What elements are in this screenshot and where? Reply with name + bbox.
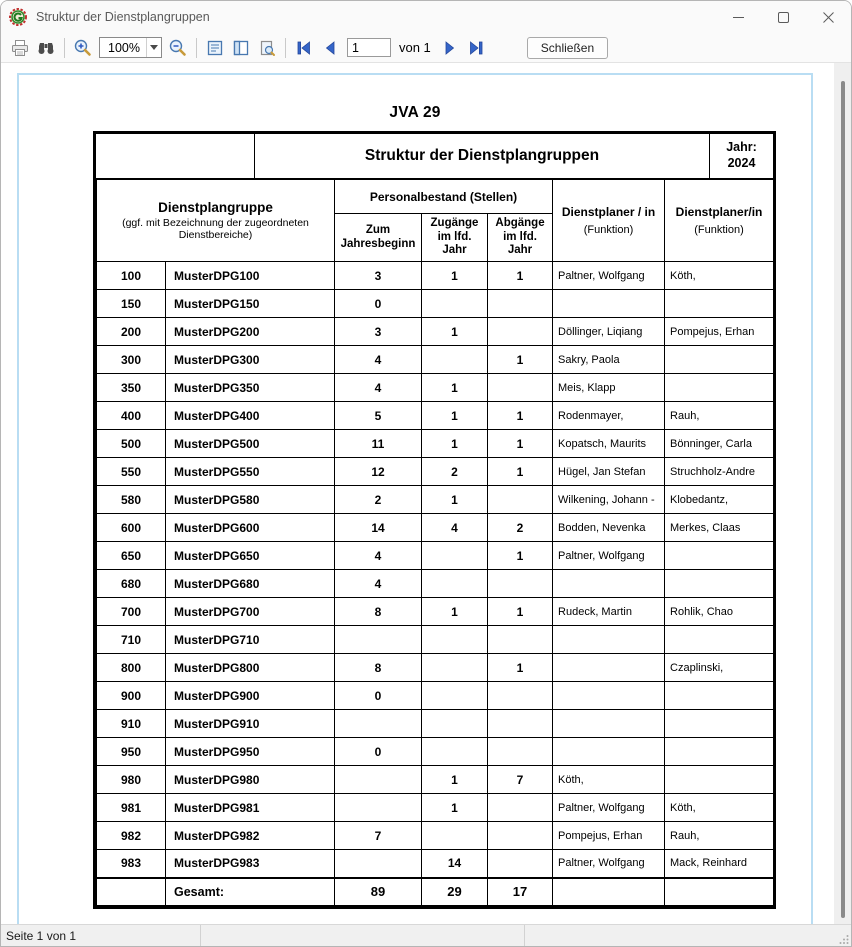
cell-planner2 <box>665 710 774 738</box>
table-row <box>97 290 774 318</box>
page-setup-icon[interactable] <box>255 36 279 60</box>
cell-begin <box>335 710 422 738</box>
statusbar-section <box>201 925 525 946</box>
table-title-row <box>96 134 773 179</box>
total-departures: 17 <box>488 878 553 906</box>
cell-additions: 1 <box>422 262 488 290</box>
toolbar-separator <box>196 38 197 58</box>
cell-departures <box>488 682 553 710</box>
cell-planner2 <box>665 766 774 794</box>
cell-additions: 1 <box>422 318 488 346</box>
cell-begin: 3 <box>335 262 422 290</box>
cell-code: 150 <box>97 290 166 318</box>
cell-planner2 <box>665 542 774 570</box>
cell-planner1 <box>553 654 665 682</box>
cell-name: MusterDPG981 <box>166 794 335 822</box>
find-binoculars-icon[interactable] <box>34 36 58 60</box>
report-page <box>17 73 813 924</box>
table-row <box>97 738 774 766</box>
cell-code: 650 <box>97 542 166 570</box>
cell-code: 600 <box>97 514 166 542</box>
next-page-icon[interactable] <box>438 36 462 60</box>
cell-planner2: Rauh, <box>665 822 774 850</box>
table-row <box>97 430 774 458</box>
table-head <box>97 180 774 262</box>
statusbar-page-info: Seite 1 von 1 <box>1 925 201 946</box>
cell-departures <box>488 318 553 346</box>
table-row <box>97 374 774 402</box>
planner2-sub: (Funktion) <box>694 224 744 236</box>
cell-planner2: Rohlik, Chao <box>665 598 774 626</box>
cell-name: MusterDPG900 <box>166 682 335 710</box>
page-count-label: von 1 <box>398 40 431 55</box>
cell-name: MusterDPG400 <box>166 402 335 430</box>
cell-additions <box>422 738 488 766</box>
col-header-personalbestand: Personalbestand (Stellen) <box>335 180 553 214</box>
cell-planner2: Pompejus, Erhan <box>665 318 774 346</box>
cell-planner1: Rodenmayer, <box>553 402 665 430</box>
cell-planner1: Köth, <box>553 766 665 794</box>
resize-grip-icon[interactable] <box>839 934 849 944</box>
cell-begin <box>335 626 422 654</box>
close-icon[interactable] <box>806 1 851 33</box>
cell-departures <box>488 850 553 878</box>
table-row <box>97 458 774 486</box>
cell-begin: 4 <box>335 542 422 570</box>
table-row <box>97 346 774 374</box>
two-page-view-icon[interactable] <box>229 36 253 60</box>
cell-additions <box>422 542 488 570</box>
cell-planner2: Köth, <box>665 794 774 822</box>
cell-name: MusterDPG800 <box>166 654 335 682</box>
cell-code: 200 <box>97 318 166 346</box>
cell-name: MusterDPG950 <box>166 738 335 766</box>
cell-name: MusterDPG300 <box>166 346 335 374</box>
cell-begin: 8 <box>335 598 422 626</box>
cell-additions: 1 <box>422 766 488 794</box>
cell-departures: 7 <box>488 766 553 794</box>
cell-begin: 7 <box>335 822 422 850</box>
cell-additions: 14 <box>422 850 488 878</box>
zoom-out-icon[interactable] <box>166 36 190 60</box>
cell-additions: 1 <box>422 598 488 626</box>
vertical-scrollbar[interactable] <box>834 63 851 924</box>
total-begin: 89 <box>335 878 422 906</box>
statusbar <box>1 924 851 946</box>
cell-additions: 1 <box>422 374 488 402</box>
cell-additions <box>422 346 488 374</box>
cell-planner2 <box>665 346 774 374</box>
group-header-sub: (ggf. mit Bezeichnung der zugeordneten Dienstbereiche) <box>122 217 309 241</box>
cell-name: MusterDPG982 <box>166 822 335 850</box>
col-header-begin: Zum Jahresbeginn <box>335 214 422 262</box>
app-logo-icon <box>9 8 27 26</box>
col-header-additions: Zugänge im lfd. Jahr <box>422 214 488 262</box>
total-row <box>97 878 774 906</box>
toolbar <box>1 33 851 63</box>
cell-code: 300 <box>97 346 166 374</box>
cell-additions: 1 <box>422 486 488 514</box>
cell-code: 500 <box>97 430 166 458</box>
table-row <box>97 514 774 542</box>
cell-planner1: Kopatsch, Maurits <box>553 430 665 458</box>
cell-planner2 <box>665 374 774 402</box>
cell-planner2: Köth, <box>665 262 774 290</box>
cell-begin: 4 <box>335 374 422 402</box>
cell-departures: 1 <box>488 346 553 374</box>
cell-code: 981 <box>97 794 166 822</box>
cell-begin <box>335 850 422 878</box>
table-foot <box>97 878 774 906</box>
table-row <box>97 822 774 850</box>
cell-planner2: Struchholz-Andre <box>665 458 774 486</box>
cell-begin: 11 <box>335 430 422 458</box>
page-number-input[interactable] <box>347 38 391 57</box>
cell-begin: 5 <box>335 402 422 430</box>
cell-departures <box>488 486 553 514</box>
table-row <box>97 682 774 710</box>
cell-begin: 0 <box>335 738 422 766</box>
table-row <box>97 794 774 822</box>
cell-additions: 2 <box>422 458 488 486</box>
cell-code: 400 <box>97 402 166 430</box>
cell-planner2 <box>665 570 774 598</box>
title-blank-cell <box>96 134 255 178</box>
table-row <box>97 710 774 738</box>
cell-additions: 1 <box>422 402 488 430</box>
table-row <box>97 626 774 654</box>
cell-name: MusterDPG910 <box>166 710 335 738</box>
cell-name: MusterDPG600 <box>166 514 335 542</box>
cell-planner1: Meis, Klapp <box>553 374 665 402</box>
cell-additions <box>422 654 488 682</box>
zoom-in-icon[interactable] <box>71 36 95 60</box>
cell-planner1: Paltner, Wolfgang <box>553 542 665 570</box>
cell-begin: 12 <box>335 458 422 486</box>
cell-begin: 4 <box>335 346 422 374</box>
minimize-icon[interactable] <box>716 1 761 33</box>
cell-additions: 4 <box>422 514 488 542</box>
cell-departures <box>488 822 553 850</box>
table-row <box>97 598 774 626</box>
cell-planner1: Pompejus, Erhan <box>553 822 665 850</box>
cell-departures: 1 <box>488 262 553 290</box>
report-table <box>96 179 774 906</box>
total-planner2-cell <box>665 878 774 906</box>
cell-planner1 <box>553 626 665 654</box>
cell-planner1: Paltner, Wolfgang <box>553 262 665 290</box>
cell-planner2: Czaplinski, <box>665 654 774 682</box>
total-planner1-cell <box>553 878 665 906</box>
cell-name: MusterDPG200 <box>166 318 335 346</box>
planner1-label: Dienstplaner / in <box>561 205 656 219</box>
cell-planner1 <box>553 682 665 710</box>
cell-planner2: Klobedantz, <box>665 486 774 514</box>
report-table-frame <box>93 131 776 909</box>
cell-name: MusterDPG350 <box>166 374 335 402</box>
cell-name: MusterDPG500 <box>166 430 335 458</box>
cell-departures: 1 <box>488 654 553 682</box>
cell-planner1 <box>553 710 665 738</box>
cell-planner2 <box>665 682 774 710</box>
cell-planner1: Bodden, Nevenka <box>553 514 665 542</box>
cell-departures <box>488 374 553 402</box>
cell-departures: 1 <box>488 598 553 626</box>
col-header-planner2 <box>665 180 774 262</box>
chevron-down-icon[interactable] <box>146 38 161 57</box>
scrollbar-thumb[interactable] <box>841 81 845 918</box>
maximize-icon[interactable] <box>761 1 806 33</box>
table-row <box>97 766 774 794</box>
cell-departures <box>488 290 553 318</box>
prev-page-icon[interactable] <box>318 36 342 60</box>
cell-name: MusterDPG580 <box>166 486 335 514</box>
cell-departures: 1 <box>488 402 553 430</box>
cell-code: 900 <box>97 682 166 710</box>
cell-additions: 1 <box>422 430 488 458</box>
cell-code: 350 <box>97 374 166 402</box>
cell-name: MusterDPG980 <box>166 766 335 794</box>
first-page-icon[interactable] <box>292 36 316 60</box>
cell-begin: 0 <box>335 290 422 318</box>
table-row <box>97 570 774 598</box>
cell-begin: 3 <box>335 318 422 346</box>
cell-departures: 1 <box>488 458 553 486</box>
cell-begin: 2 <box>335 486 422 514</box>
planner1-sub: (Funktion) <box>583 224 634 236</box>
cell-planner1: Hügel, Jan Stefan <box>553 458 665 486</box>
cell-additions <box>422 570 488 598</box>
cell-departures <box>488 794 553 822</box>
table-title: Struktur der Dienstplangruppen <box>255 134 710 178</box>
cell-name: MusterDPG700 <box>166 598 335 626</box>
total-additions: 29 <box>422 878 488 906</box>
window-title: Struktur der Dienstplangruppen <box>36 10 210 24</box>
table-row <box>97 318 774 346</box>
cell-planner1: Rudeck, Martin <box>553 598 665 626</box>
cell-departures <box>488 626 553 654</box>
total-blank-cell <box>97 878 166 906</box>
cell-planner1 <box>553 290 665 318</box>
table-row <box>97 850 774 878</box>
zoom-level-value: 100% <box>108 40 140 55</box>
cell-planner1 <box>553 738 665 766</box>
planner2-label: Dienstplaner/in <box>675 205 763 219</box>
report-table-wrap <box>93 131 776 909</box>
cell-name: MusterDPG550 <box>166 458 335 486</box>
toolbar-separator <box>64 38 65 58</box>
cell-additions <box>422 822 488 850</box>
cell-departures: 2 <box>488 514 553 542</box>
group-header-label: Dienstplangruppe <box>158 200 273 215</box>
cell-planner2 <box>665 626 774 654</box>
year-label: Jahr: <box>726 140 757 155</box>
cell-planner1: Paltner, Wolfgang <box>553 850 665 878</box>
cell-planner1: Paltner, Wolfgang <box>553 794 665 822</box>
table-row <box>97 486 774 514</box>
cell-departures <box>488 738 553 766</box>
cell-planner2: Mack, Reinhard <box>665 850 774 878</box>
cell-begin: 4 <box>335 570 422 598</box>
table-row <box>97 542 774 570</box>
cell-code: 700 <box>97 598 166 626</box>
cell-code: 983 <box>97 850 166 878</box>
cell-name: MusterDPG650 <box>166 542 335 570</box>
cell-planner2: Merkes, Claas <box>665 514 774 542</box>
cell-begin <box>335 766 422 794</box>
cell-planner2 <box>665 738 774 766</box>
cell-code: 550 <box>97 458 166 486</box>
cell-departures <box>488 570 553 598</box>
cell-name: MusterDPG100 <box>166 262 335 290</box>
cell-code: 100 <box>97 262 166 290</box>
cell-additions <box>422 710 488 738</box>
cell-planner1: Sakry, Paola <box>553 346 665 374</box>
page-view-icon[interactable] <box>203 36 227 60</box>
cell-departures <box>488 710 553 738</box>
year-value: 2024 <box>727 156 756 170</box>
cell-code: 710 <box>97 626 166 654</box>
cell-begin: 0 <box>335 682 422 710</box>
last-page-icon[interactable] <box>464 36 488 60</box>
titlebar <box>1 1 851 33</box>
cell-code: 910 <box>97 710 166 738</box>
cell-planner1: Wilkening, Johann - <box>553 486 665 514</box>
col-header-planner1 <box>553 180 665 262</box>
window-controls <box>716 1 851 33</box>
cell-begin: 8 <box>335 654 422 682</box>
cell-name: MusterDPG680 <box>166 570 335 598</box>
table-row <box>97 262 774 290</box>
cell-name: MusterDPG150 <box>166 290 335 318</box>
cell-begin: 14 <box>335 514 422 542</box>
table-body <box>97 262 774 878</box>
table-row <box>97 402 774 430</box>
cell-code: 982 <box>97 822 166 850</box>
cell-additions: 1 <box>422 794 488 822</box>
report-heading: JVA 29 <box>389 104 441 121</box>
cell-code: 980 <box>97 766 166 794</box>
close-preview-button[interactable]: Schließen <box>527 37 608 59</box>
print-icon[interactable] <box>8 36 32 60</box>
table-row <box>97 654 774 682</box>
cell-additions <box>422 626 488 654</box>
year-cell <box>710 134 773 178</box>
cell-departures: 1 <box>488 430 553 458</box>
cell-name: MusterDPG983 <box>166 850 335 878</box>
cell-code: 680 <box>97 570 166 598</box>
col-header-dienstplangruppe <box>97 180 335 262</box>
cell-additions <box>422 290 488 318</box>
zoom-level-select[interactable] <box>99 37 162 58</box>
toolbar-separator <box>285 38 286 58</box>
cell-begin <box>335 794 422 822</box>
cell-code: 950 <box>97 738 166 766</box>
cell-planner1 <box>553 570 665 598</box>
cell-code: 800 <box>97 654 166 682</box>
cell-name: MusterDPG710 <box>166 626 335 654</box>
cell-departures: 1 <box>488 542 553 570</box>
cell-planner2 <box>665 290 774 318</box>
total-label: Gesamt: <box>166 878 335 906</box>
col-header-departures: Abgänge im lfd. Jahr <box>488 214 553 262</box>
cell-planner2: Bönninger, Carla <box>665 430 774 458</box>
cell-code: 580 <box>97 486 166 514</box>
preview-area <box>1 63 851 924</box>
cell-planner2: Rauh, <box>665 402 774 430</box>
cell-planner1: Döllinger, Liqiang <box>553 318 665 346</box>
cell-additions <box>422 682 488 710</box>
